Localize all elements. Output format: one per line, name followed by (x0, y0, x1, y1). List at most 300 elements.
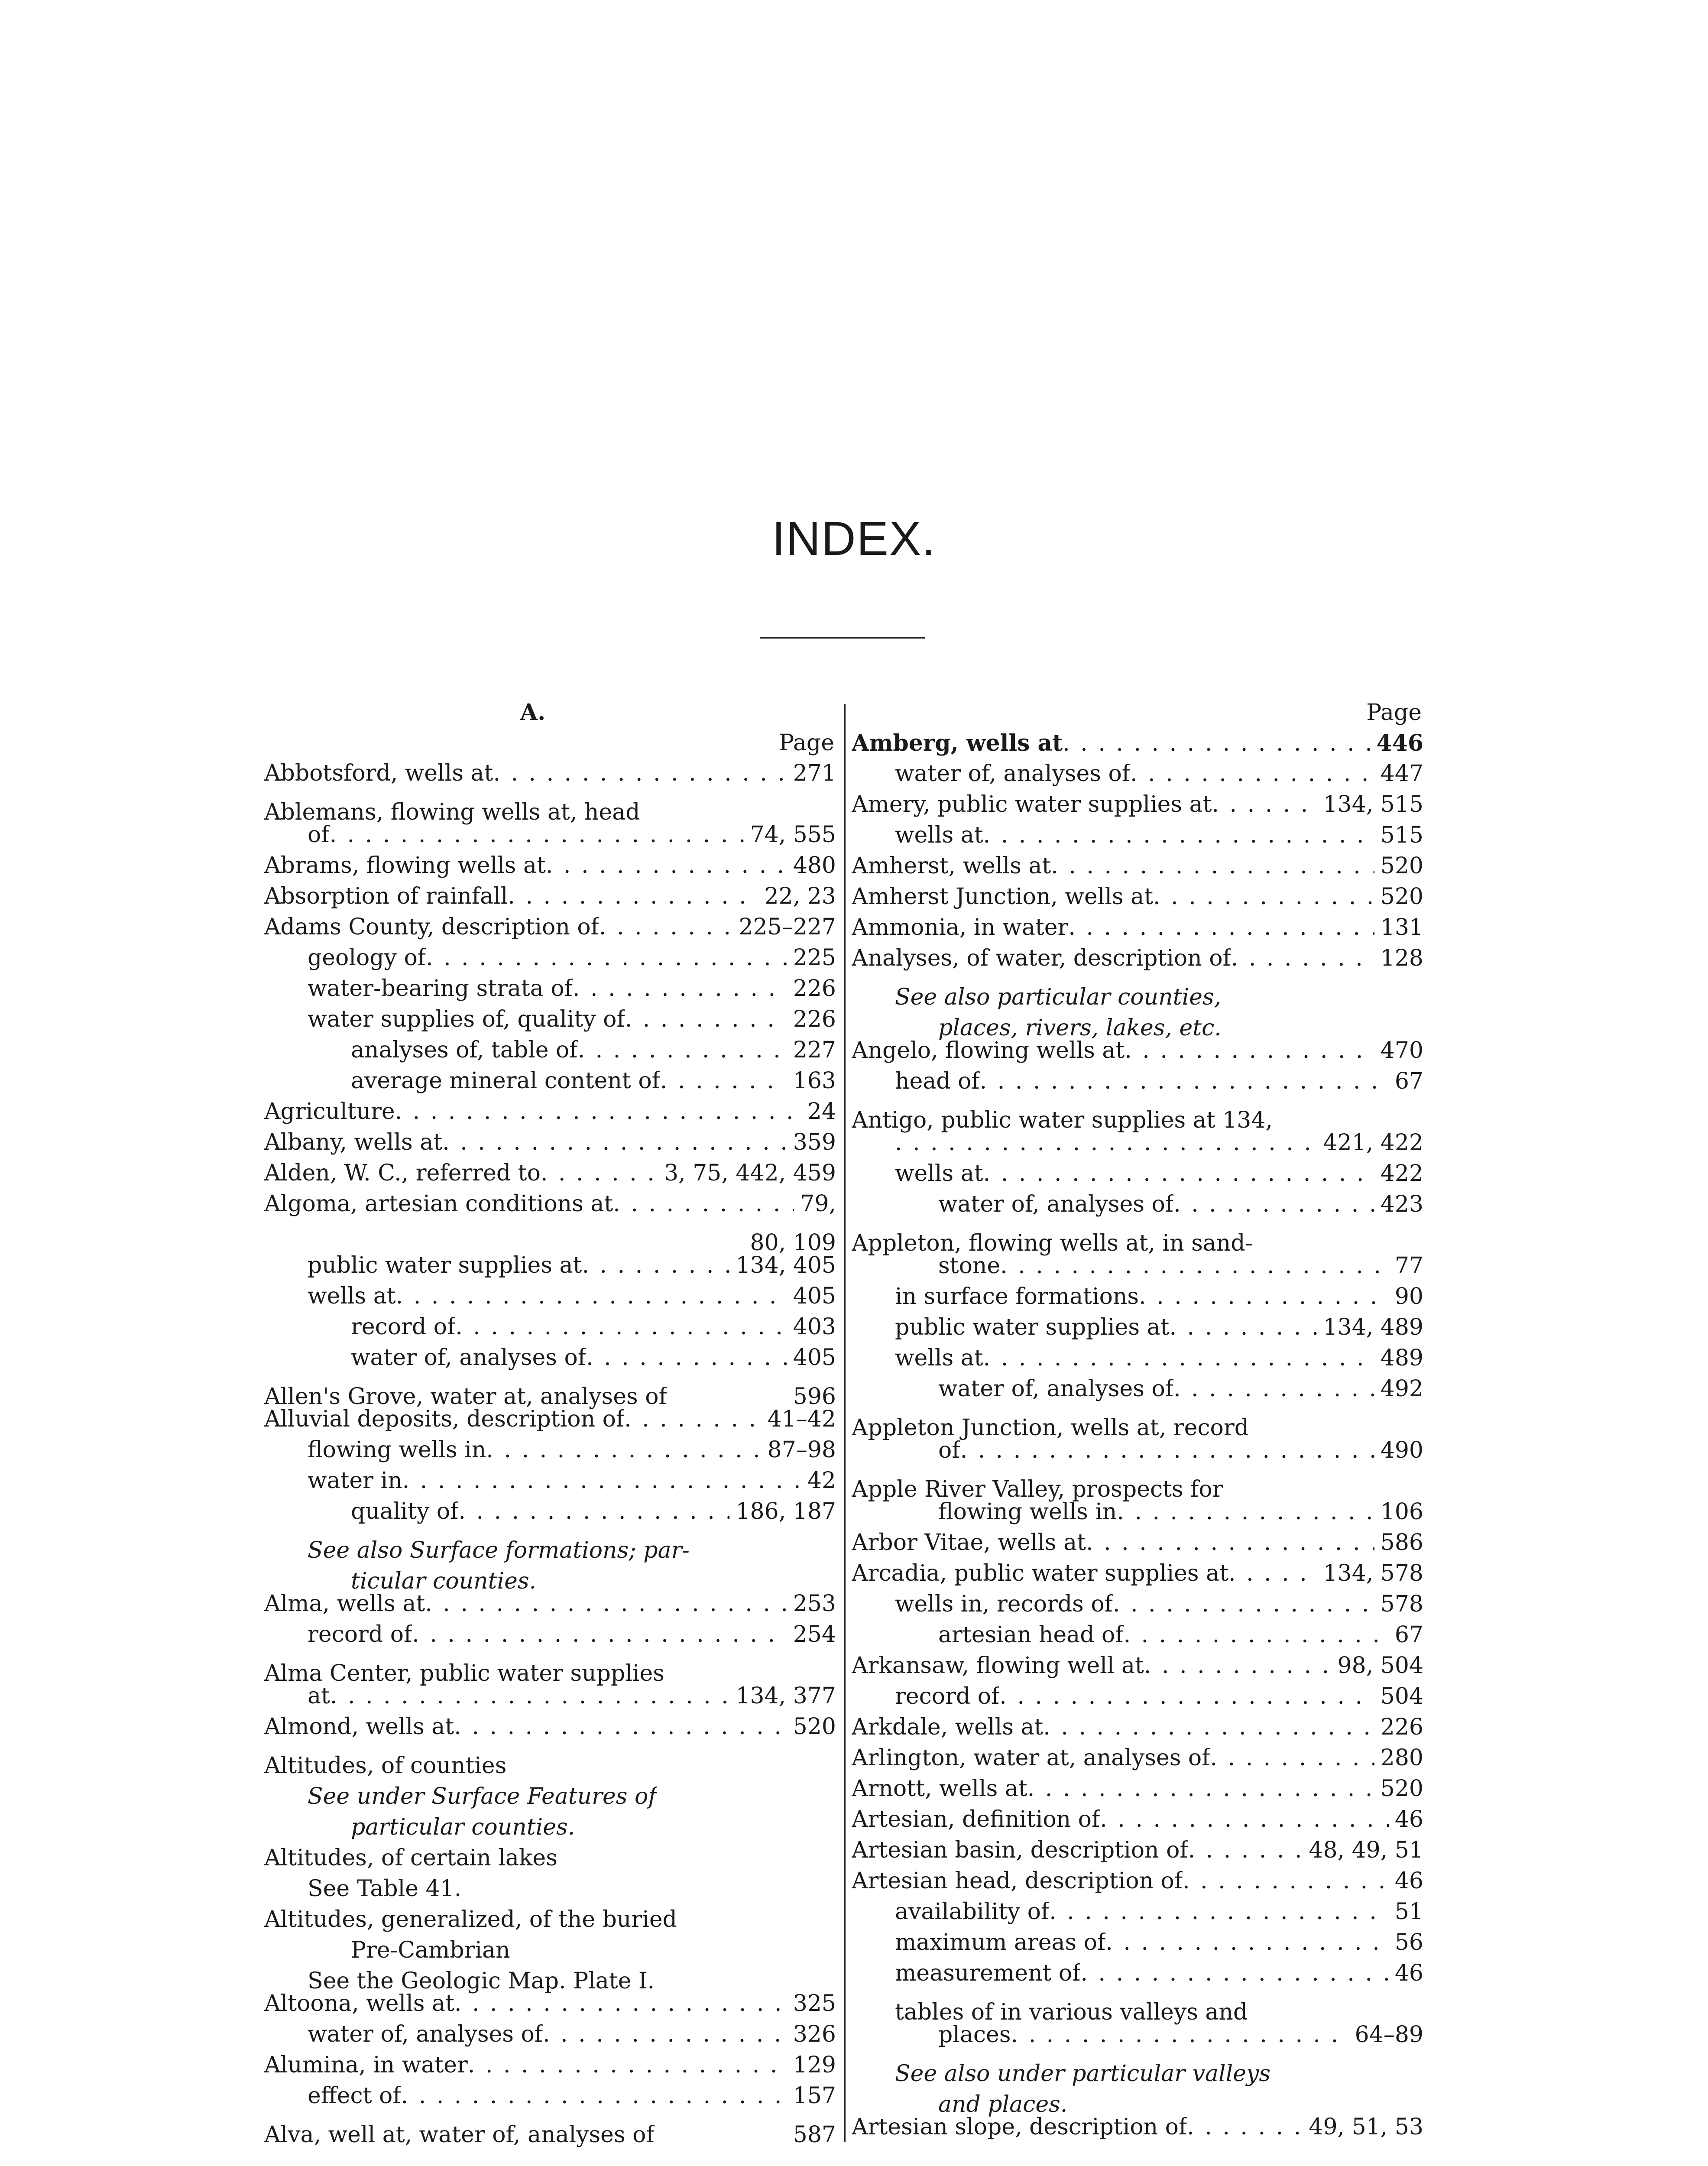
index-entry (264, 1404, 836, 1435)
entry-term: Absorption of rainfall (264, 883, 508, 909)
index-entry (264, 1742, 836, 1779)
entry-pages: 253 (793, 1591, 836, 1617)
entry-pages: 67 (1394, 1622, 1423, 1648)
title-rule (760, 637, 925, 639)
entry-pages: 596 (793, 1384, 836, 1410)
index-entry (852, 1835, 1423, 1866)
index-entry (264, 1127, 836, 1158)
entry-pages: 134, 377 (736, 1683, 836, 1709)
entry-pages: 489 (1380, 1345, 1423, 1371)
entry-pages: 157 (793, 2083, 836, 2109)
index-entry (264, 1035, 836, 1066)
entry-term: average mineral content of (351, 1068, 660, 1094)
entry-pages: 22, 23 (764, 883, 836, 909)
entry-pages: 3, 75, 442, 459 (664, 1160, 836, 1186)
entry-term: geology of (308, 945, 426, 971)
entry-term: wells at (308, 1283, 396, 1309)
entry-pages: 134, 578 (1323, 1560, 1423, 1586)
entry-term: Appleton Junction, wells at, record (852, 1415, 1249, 1441)
entry-term: water of, analyses of (895, 761, 1131, 787)
index-entry (852, 1097, 1423, 1133)
index-entry (264, 1250, 836, 1281)
entry-pages: 129 (793, 2052, 836, 2078)
dot-leader (1043, 1712, 1374, 1743)
dot-leader (510, 1927, 830, 1958)
entry-pages: 326 (793, 2021, 836, 2047)
dot-leader (1144, 1650, 1332, 1681)
index-entry (852, 1189, 1423, 1220)
entry-term: Albany, wells at (264, 1129, 443, 1155)
entry-pages: 24 (807, 1099, 836, 1125)
dot-leader (1130, 759, 1374, 789)
entry-term: Arcadia, public water supplies at (852, 1560, 1228, 1586)
index-entry (264, 1712, 836, 1742)
dot-leader (1049, 1897, 1389, 1927)
dot-leader (578, 1035, 787, 1066)
entry-term: analyses of, table of (351, 1037, 578, 1063)
entry-pages: 254 (793, 1621, 836, 1647)
dot-leader (330, 820, 744, 850)
entry-term: See the Geologic Map. Plate I. (308, 1968, 655, 1994)
entry-term: Arnott, wells at (852, 1776, 1027, 1802)
entry-term: places, rivers, lakes, etc. (938, 1015, 1222, 1041)
index-entry (852, 759, 1423, 789)
index-entry (852, 820, 1423, 851)
entry-pages: 134, 405 (736, 1252, 836, 1278)
index-entry (852, 1897, 1423, 1927)
index-entries-left (264, 758, 836, 2148)
index-entry (852, 1927, 1423, 1958)
entry-pages: 163 (793, 1068, 836, 1094)
entry-pages: 520 (1380, 884, 1423, 910)
dot-leader (508, 881, 758, 912)
dot-leader (1068, 912, 1374, 943)
dot-leader (1011, 2020, 1349, 2050)
entry-term: public water supplies at (895, 1314, 1170, 1340)
index-entry (264, 1342, 836, 1373)
dot-leader (1063, 728, 1370, 759)
entry-term: public water supplies at (308, 1252, 582, 1278)
dot-leader (667, 1373, 787, 1404)
dot-leader (1153, 882, 1374, 912)
dot-leader (1027, 1774, 1374, 1804)
dot-leader (677, 1896, 830, 1927)
entry-term: Abbotsford, wells at (264, 760, 493, 786)
page-column-header: Page (1366, 700, 1422, 726)
entry-term: flowing wells in (308, 1437, 486, 1463)
entry-pages: 226 (1380, 1714, 1423, 1740)
entry-term: and places. (938, 2091, 1068, 2117)
index-column-left (264, 697, 836, 2148)
dot-leader (536, 1558, 830, 1589)
entry-term: water of, analyses of (308, 2021, 543, 2047)
entry-term: particular counties. (351, 1814, 575, 1840)
dot-leader (557, 1835, 830, 1865)
dot-leader (401, 2081, 787, 2111)
dot-leader (1231, 943, 1374, 974)
index-entry (264, 1281, 836, 1312)
dot-leader (1248, 1989, 1417, 2020)
entry-term: Allen's Grove, water at, analyses of (264, 1384, 667, 1410)
dot-leader (1253, 1220, 1417, 1251)
index-entry (264, 2081, 836, 2111)
index-entry (852, 728, 1423, 759)
entry-term: record of (351, 1314, 456, 1340)
index-entry (852, 1066, 1423, 1097)
dot-leader (1173, 1189, 1374, 1220)
index-entry (852, 1343, 1423, 1374)
dot-leader (455, 1312, 787, 1342)
index-entry (264, 1158, 836, 1189)
entry-term: Altitudes, generalized, of the buried (264, 1907, 677, 1933)
entry-term: Ablemans, flowing wells at, head (264, 799, 640, 825)
index-entry (264, 912, 836, 943)
entry-pages: 131 (1380, 914, 1423, 940)
entry-term: See also particular counties, (895, 984, 1222, 1010)
entry-term: See also Surface formations; par- (308, 1537, 690, 1563)
entry-term: Alma, wells at (264, 1591, 425, 1617)
index-entry (264, 973, 836, 1004)
dot-leader (625, 1004, 787, 1035)
dot-leader (396, 1281, 787, 1312)
entry-pages: 46 (1394, 1960, 1423, 1986)
entry-term: Amherst Junction, wells at (852, 884, 1154, 910)
dot-leader (573, 973, 787, 1004)
index-entry (264, 1435, 836, 1466)
entry-term: See Table 41. (308, 1876, 462, 1902)
entry-pages: 403 (793, 1314, 836, 1340)
index-entry (852, 1650, 1423, 1681)
entry-pages: 79, (800, 1191, 836, 1217)
index-entry (264, 943, 836, 973)
entry-pages: 587 (793, 2122, 836, 2148)
entry-pages: 46 (1394, 1806, 1423, 1832)
dot-leader (1188, 1835, 1303, 1866)
entry-term: of (938, 1437, 960, 1463)
index-entry (852, 1558, 1423, 1589)
entry-pages: 134, 489 (1323, 1314, 1423, 1340)
index-entry (852, 851, 1423, 882)
entry-term: at (308, 1683, 330, 1709)
index-entry (264, 1312, 836, 1342)
index-entry (264, 1988, 836, 2019)
dot-leader (1222, 1005, 1417, 1035)
entry-term: Ammonia, in water (852, 914, 1069, 940)
index-entry (852, 1958, 1423, 1989)
dot-leader (999, 1681, 1374, 1712)
entry-term: Abrams, flowing wells at (264, 853, 546, 879)
entry-pages: 56 (1394, 1929, 1423, 1955)
column-divider (844, 704, 846, 2142)
entry-pages: 504 (1380, 1683, 1423, 1709)
index-entry (264, 758, 836, 789)
dot-leader (690, 1527, 830, 1558)
dot-leader (1067, 2081, 1417, 2112)
dot-leader (660, 1066, 787, 1096)
entry-term: tables of in various valleys and (895, 1999, 1248, 2025)
index-entry (264, 1650, 836, 1686)
index-entry (264, 1958, 836, 1994)
index-entry (852, 974, 1423, 1010)
index-entry (264, 881, 836, 912)
entry-term: Arkdale, wells at (852, 1714, 1044, 1740)
entry-term: Antigo, public water supplies at 134, (852, 1107, 1273, 1133)
entry-term: Alma Center, public water supplies (264, 1660, 664, 1686)
entry-term: Amberg, wells at (852, 730, 1063, 756)
index-entry (264, 1219, 836, 1256)
dot-leader (264, 1219, 744, 1250)
dot-leader (1223, 1466, 1417, 1497)
index-entry (852, 1466, 1423, 1502)
dot-leader (426, 943, 787, 973)
entry-term: water in (308, 1468, 402, 1494)
dot-leader (454, 1712, 787, 1742)
entry-term: Apple River Valley, prospects for (852, 1476, 1223, 1502)
entry-pages: 515 (1380, 822, 1423, 848)
entry-term: wells at (895, 822, 983, 848)
entry-pages: 405 (793, 1283, 836, 1309)
entry-pages: 41–42 (767, 1406, 836, 1432)
index-entry (264, 1589, 836, 1619)
entry-term: flowing wells in (938, 1499, 1117, 1525)
index-entry (264, 2050, 836, 2081)
entry-term: Appleton, flowing wells at, in sand- (852, 1230, 1253, 1256)
entry-term: maximum areas of (895, 1929, 1106, 1955)
dot-leader (980, 1066, 1389, 1097)
page-column-header: Page (779, 730, 834, 756)
entry-pages: 227 (793, 1037, 836, 1063)
dot-leader (425, 1589, 787, 1619)
dot-leader (461, 1865, 830, 1896)
dot-leader (454, 1988, 787, 2019)
entry-pages: 422 (1380, 1161, 1423, 1187)
index-entry (264, 1004, 836, 1035)
index-entry (852, 943, 1423, 974)
entry-term: record of (895, 1683, 1000, 1709)
dot-leader (960, 1435, 1374, 1466)
entry-pages: 421, 422 (1323, 1130, 1423, 1156)
index-entry (264, 1373, 836, 1410)
entry-term: Almond, wells at (264, 1714, 454, 1740)
entry-pages: 87–98 (767, 1437, 836, 1463)
dot-leader (1086, 1527, 1374, 1558)
dot-leader (1000, 1251, 1389, 1281)
entry-pages: 520 (793, 1714, 836, 1740)
entry-term: Altitudes, of certain lakes (264, 1845, 557, 1871)
index-entry (264, 1066, 836, 1096)
entry-term: Alluvial deposits, description of (264, 1406, 625, 1432)
dot-leader (657, 1773, 830, 1804)
entry-term: in surface formations (895, 1284, 1139, 1310)
entry-pages: 492 (1380, 1376, 1423, 1402)
entry-term: Alva, well at, water of, analyses of (264, 2122, 655, 2148)
entry-term: record of (308, 1621, 412, 1647)
entry-term: water supplies of, quality of (308, 1006, 625, 1032)
entry-term: See under Surface Features of (308, 1783, 657, 1809)
index-entry (852, 882, 1423, 912)
dot-leader (624, 1404, 762, 1435)
dot-leader (613, 1189, 794, 1219)
entry-pages: 74, 555 (750, 822, 836, 848)
entry-term: places (938, 2022, 1011, 2048)
entry-term: measurement of (895, 1960, 1081, 1986)
index-entry (852, 2112, 1423, 2143)
dot-leader (541, 1158, 658, 1189)
dot-leader (468, 2050, 787, 2081)
index-entry (852, 1681, 1423, 1712)
index-entry (264, 1096, 836, 1127)
entry-pages: 77 (1394, 1253, 1423, 1279)
entry-term: Alden, W. C., referred to (264, 1160, 541, 1186)
dot-leader (1273, 1097, 1417, 1128)
index-entry (852, 1374, 1423, 1404)
entry-pages: 520 (1380, 1776, 1423, 1802)
index-entry (264, 1619, 836, 1650)
entry-term: stone (938, 1253, 1001, 1279)
index-entry (852, 1281, 1423, 1312)
dot-leader (402, 1466, 801, 1496)
entry-pages: 325 (793, 1991, 836, 2017)
dot-leader (506, 1742, 830, 1773)
dot-leader (599, 912, 733, 943)
index-entry (852, 1404, 1423, 1441)
dot-leader (1187, 2112, 1303, 2143)
page-title: INDEX. (772, 512, 936, 565)
entry-term: quality of (351, 1498, 459, 1524)
entry-term: Agriculture (264, 1099, 395, 1125)
entry-term: water-bearing strata of (308, 976, 573, 1002)
entry-pages: 423 (1380, 1191, 1423, 1217)
dot-leader (486, 1435, 761, 1466)
entry-term: Analyses, of water, description of (852, 945, 1231, 971)
entry-term: Artesian head, description of (852, 1868, 1183, 1894)
entry-pages: 134, 515 (1323, 791, 1423, 817)
entry-pages: 480 (793, 853, 836, 879)
entry-term: water of, analyses of (938, 1191, 1174, 1217)
dot-leader (1270, 2050, 1417, 2081)
entry-term: Artesian basin, description of (852, 1837, 1188, 1863)
entry-pages: 405 (793, 1345, 836, 1371)
index-entry (852, 2050, 1423, 2087)
entry-pages: 520 (1380, 853, 1423, 879)
index-entry (852, 789, 1423, 820)
dot-leader (1212, 789, 1317, 820)
entry-term: ticular counties. (351, 1568, 537, 1594)
entry-term: Altoona, wells at (264, 1991, 454, 2017)
dot-leader (895, 1128, 1317, 1158)
entry-term: Arbor Vitae, wells at (852, 1530, 1086, 1556)
entry-pages: 48, 49, 51 (1309, 1837, 1423, 1863)
dot-leader (1169, 1312, 1317, 1343)
index-entry (852, 1128, 1423, 1158)
index-entry (264, 1189, 836, 1219)
entry-pages: 51 (1394, 1899, 1423, 1925)
entry-term: Amherst, wells at (852, 853, 1051, 879)
index-entry (264, 820, 836, 850)
dot-leader (640, 789, 830, 820)
section-letter: A. (520, 699, 546, 726)
dot-leader (1173, 1374, 1374, 1404)
dot-leader (458, 1496, 729, 1527)
index-entry (852, 1158, 1423, 1189)
entry-term: Pre-Cambrian (351, 1937, 510, 1963)
dot-leader (586, 1342, 787, 1373)
entry-pages: 446 (1376, 730, 1423, 756)
entry-term: availability of (895, 1899, 1050, 1925)
entry-term: Adams County, description of (264, 914, 599, 940)
index-entry (852, 1620, 1423, 1650)
index-entry (852, 1035, 1423, 1066)
entry-pages: 128 (1380, 945, 1423, 971)
entry-pages: 106 (1380, 1499, 1423, 1525)
index-entry (264, 1681, 836, 1712)
dot-leader (1139, 1281, 1389, 1312)
entry-term: See also under particular valleys (895, 2061, 1271, 2087)
entry-pages: 225–227 (739, 914, 836, 940)
entry-pages: 67 (1394, 1068, 1423, 1094)
entry-term: Amery, public water supplies at (852, 791, 1212, 817)
entry-pages: 64–89 (1355, 2022, 1423, 2048)
index-entry (264, 2019, 836, 2050)
entry-term: wells in, records of (895, 1591, 1113, 1617)
dot-leader (543, 2019, 787, 2050)
index-entry (852, 912, 1423, 943)
entry-term: of (308, 822, 330, 848)
dot-leader (582, 1250, 729, 1281)
index-entry (852, 1774, 1423, 1804)
entry-pages: 470 (1380, 1038, 1423, 1064)
entry-pages: 490 (1380, 1437, 1423, 1463)
index-entries-right (852, 728, 1423, 2143)
index-entry (264, 1466, 836, 1496)
index-entry (852, 1743, 1423, 1774)
dot-leader (1210, 1743, 1374, 1774)
dot-leader (1124, 1620, 1389, 1650)
index-column-right (852, 697, 1423, 2143)
entry-pages: 359 (793, 1129, 836, 1155)
entry-pages: 586 (1380, 1530, 1423, 1556)
dot-leader (442, 1127, 787, 1158)
index-entry (264, 2111, 836, 2148)
dot-leader (1183, 1866, 1389, 1897)
index-entry (852, 1804, 1423, 1835)
entry-term: effect of (308, 2083, 401, 2109)
index-entry (852, 1527, 1423, 1558)
dot-leader (493, 758, 787, 789)
dot-leader (1113, 1589, 1374, 1620)
dot-leader (1117, 1497, 1374, 1527)
entry-term: wells at (895, 1345, 983, 1371)
index-entry (852, 1220, 1423, 1256)
entry-term: Artesian, definition of (852, 1806, 1100, 1832)
dot-leader (1100, 1804, 1389, 1835)
entry-pages: 226 (793, 976, 836, 1002)
dot-leader (1051, 851, 1374, 882)
entry-pages: 98, 504 (1337, 1653, 1423, 1679)
entry-pages: 280 (1380, 1745, 1423, 1771)
entry-term: Alumina, in water (264, 2052, 468, 2078)
entry-term: Arkansaw, flowing well at (852, 1653, 1144, 1679)
entry-pages: 186, 187 (736, 1498, 836, 1524)
entry-pages: 42 (807, 1468, 836, 1494)
index-entry (852, 1712, 1423, 1743)
dot-leader (655, 2111, 787, 2142)
dot-leader (546, 850, 787, 881)
dot-leader (655, 1958, 830, 1988)
dot-leader (983, 1158, 1374, 1189)
index-entry (264, 1527, 836, 1563)
entry-term: head of (895, 1068, 980, 1094)
